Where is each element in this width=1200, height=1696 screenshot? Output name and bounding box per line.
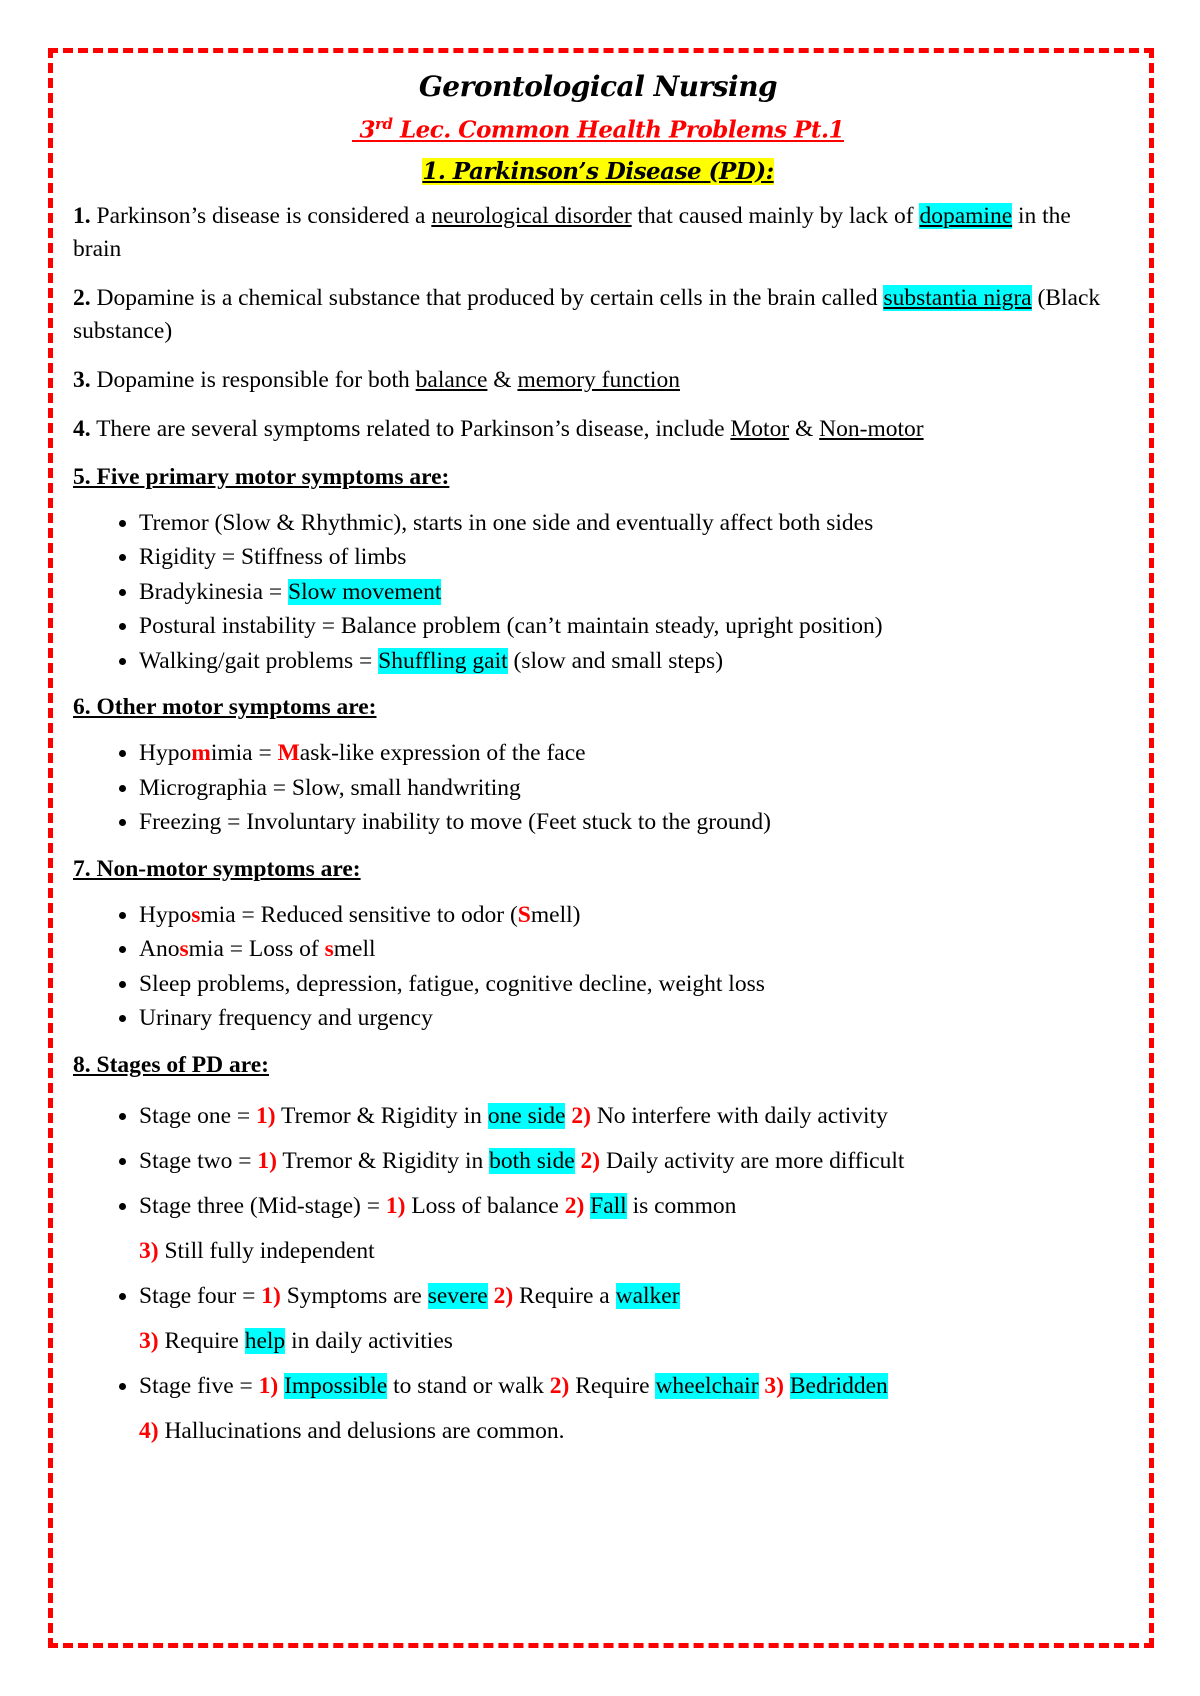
text: is common	[626, 1192, 737, 1219]
text: mia = Reduced sensitive to odor (	[200, 901, 518, 928]
red-number: 1)	[256, 1102, 276, 1129]
section-heading	[73, 158, 1123, 186]
paragraph-number: 2.	[73, 284, 91, 311]
red-number: 2)	[564, 1192, 585, 1219]
non-motor-list	[73, 898, 1123, 1036]
text: Tremor & Rigidity in	[275, 1102, 488, 1129]
text: Still fully independent	[158, 1237, 375, 1264]
highlighted-term: Shuffling gait	[378, 647, 508, 674]
text: Stage one =	[139, 1102, 257, 1129]
text: Dopamine is a chemical substance that produced by certain cells in the brain called	[90, 284, 884, 311]
text: Daily activity are more difficult	[600, 1147, 905, 1174]
red-number: 3)	[758, 1372, 784, 1399]
highlighted-term: Slow movement	[288, 578, 442, 605]
list-item: • Sleep problems, depression, fatigue, cognitive decline, weight loss	[139, 967, 1123, 1002]
stage-four	[139, 1274, 1123, 1364]
list-item	[139, 736, 1123, 771]
text: in the brain	[73, 202, 1071, 262]
primary-motor-list	[73, 506, 1123, 679]
text: ask-like expression of the face	[299, 740, 586, 767]
red-number: 2)	[487, 1282, 514, 1309]
other-motor-list	[73, 736, 1123, 840]
paragraph-number: 4.	[73, 415, 91, 442]
stage-continuation	[139, 1319, 1123, 1364]
heading-primary-motor: 5. Five primary motor symptoms are:	[73, 463, 450, 490]
subtitle-number: 3	[359, 116, 376, 144]
text: There are several symptoms related to Parkinson’s disease, include	[90, 415, 731, 442]
stage-two	[139, 1139, 1123, 1184]
text: &	[487, 366, 518, 393]
highlighted-term: wheelchair	[655, 1372, 759, 1399]
text: Require	[569, 1372, 656, 1399]
red-letter: s	[191, 901, 201, 928]
highlighted-term: one side	[487, 1102, 566, 1129]
red-number: 1)	[258, 1372, 279, 1399]
stage-one	[139, 1094, 1123, 1139]
highlighted-term: both side	[489, 1147, 575, 1174]
list-item: • Postural instability = Balance problem (can’t maintain steady, upright position)	[139, 609, 1123, 644]
highlighted-term: Impossible	[284, 1372, 388, 1399]
list-item	[139, 575, 1123, 610]
list-item: • Rigidity = Stiffness of limbs	[139, 540, 1123, 575]
text: that caused mainly by lack of	[631, 202, 920, 229]
red-letter: s	[179, 936, 189, 963]
highlighted-term: walker	[615, 1282, 680, 1309]
paragraph-2	[73, 282, 1123, 348]
stage-three	[139, 1184, 1123, 1274]
stage-continuation	[139, 1229, 1123, 1274]
text: &	[789, 415, 820, 442]
text: Stage three (Mid-stage) =	[139, 1192, 386, 1219]
text: Require	[158, 1327, 245, 1354]
paragraph-1	[73, 200, 1123, 266]
red-number: 2)	[565, 1102, 591, 1129]
text: Stage two =	[139, 1147, 258, 1174]
lecture-subtitle	[73, 115, 1123, 144]
underlined-term: neurological disorder	[431, 202, 632, 229]
underlined-term: Non-motor	[819, 415, 924, 442]
text: Ano	[139, 936, 180, 963]
text: Symptoms are	[280, 1282, 428, 1309]
underlined-term: balance	[415, 366, 488, 393]
stage-continuation	[139, 1409, 1123, 1454]
red-number: 1)	[385, 1192, 406, 1219]
text: mell)	[530, 901, 581, 928]
red-number: 1)	[257, 1147, 277, 1174]
list-item: • Tremor (Slow & Rhythmic), starts in one side and eventually affect both sides	[139, 506, 1123, 541]
red-number: 2)	[549, 1372, 570, 1399]
text: Loss of balance	[405, 1192, 565, 1219]
highlighted-term: severe	[427, 1282, 488, 1309]
heading-non-motor: 7. Non-motor symptoms are:	[73, 855, 361, 882]
highlighted-term: Fall	[590, 1192, 627, 1219]
document-body	[73, 70, 1123, 1468]
text: imia =	[210, 740, 278, 767]
list-item	[139, 644, 1123, 679]
list-item	[139, 898, 1123, 933]
red-number: 1)	[261, 1282, 281, 1309]
paragraph-number: 3.	[73, 366, 91, 393]
highlighted-term: Bedridden	[789, 1372, 888, 1399]
subtitle-ordinal: rd	[375, 115, 393, 133]
underlined-term: Motor	[730, 415, 790, 442]
text: Parkinson’s disease is considered a	[90, 202, 432, 229]
text: Hypo	[139, 740, 192, 767]
heading-other-motor: 6. Other motor symptoms are:	[73, 694, 377, 721]
subtitle-text: Lec. Common Health Problems Pt.1	[392, 116, 844, 144]
list-item: • Urinary frequency and urgency	[139, 1001, 1123, 1036]
text: Walking/gait problems =	[139, 647, 379, 674]
red-number: 3)	[139, 1237, 159, 1264]
heading-stages: 8. Stages of PD are:	[73, 1051, 270, 1078]
text: in daily activities	[285, 1327, 453, 1354]
text: mia = Loss of	[188, 936, 325, 963]
paragraph-number: 1.	[73, 202, 91, 229]
text	[784, 1373, 790, 1399]
stage-five	[139, 1364, 1123, 1454]
paragraph-4	[73, 413, 1123, 446]
text: Stage five =	[139, 1372, 259, 1399]
text: (slow and small steps)	[507, 647, 724, 674]
red-letter: S	[517, 901, 531, 928]
red-number: 2)	[574, 1147, 601, 1174]
list-item: • Micrographia = Slow, small handwriting	[139, 771, 1123, 806]
text: mell	[333, 936, 376, 963]
paragraph-3	[73, 364, 1123, 397]
text: (Black substance)	[73, 284, 1101, 344]
red-letter: M	[277, 740, 300, 767]
text: No interfere with daily activity	[590, 1102, 888, 1129]
red-letter: s	[324, 936, 334, 963]
red-number: 3)	[139, 1327, 159, 1354]
section-heading-text: 1. Parkinson’s Disease (PD):	[422, 157, 774, 185]
highlighted-term: substantia nigra	[883, 284, 1032, 311]
red-number: 4)	[139, 1417, 159, 1444]
text: Tremor & Rigidity in	[276, 1147, 490, 1174]
underlined-term: memory function	[517, 366, 680, 393]
text: Bradykinesia =	[139, 578, 288, 605]
list-item	[139, 932, 1123, 967]
text: to stand or walk	[387, 1372, 550, 1399]
text: Hallucinations and delusions are common.	[158, 1417, 565, 1444]
red-letter: m	[191, 740, 211, 767]
text: Stage four =	[139, 1282, 262, 1309]
text: Dopamine is responsible for both	[90, 366, 416, 393]
text: Hypo	[139, 901, 192, 928]
document-title: Gerontological Nursing	[418, 70, 778, 103]
highlighted-term: help	[244, 1327, 286, 1354]
stages-list	[73, 1094, 1123, 1454]
list-item: • Freezing = Involuntary inability to move (Feet stuck to the ground)	[139, 805, 1123, 840]
highlighted-term: dopamine	[919, 202, 1013, 229]
text: Require a	[513, 1282, 616, 1309]
